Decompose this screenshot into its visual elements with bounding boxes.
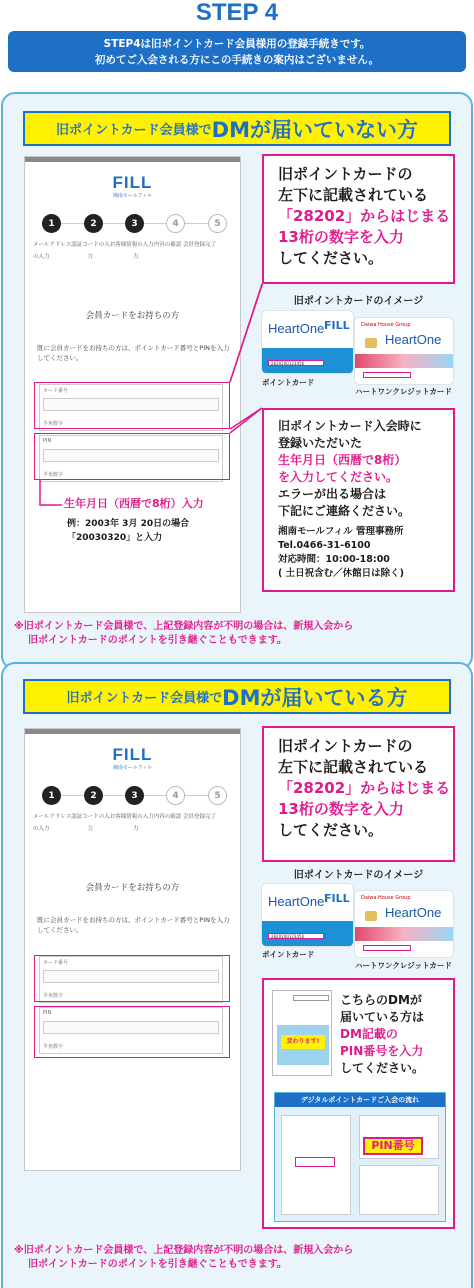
card-image-title: 旧ポイントカードのイメージ: [293, 296, 424, 307]
heading-big: DMが届いていない方: [211, 117, 418, 142]
credit-card-caption: ハートワンクレジットカード: [355, 387, 452, 396]
pin-badge: PIN番号: [363, 1137, 423, 1155]
heading-small: 旧ポイントカード会員様で: [56, 123, 212, 138]
step-2: 2: [84, 214, 103, 233]
pin-field[interactable]: PIN 半角数字: [39, 435, 223, 482]
point-card-caption: ポイントカード: [262, 378, 315, 387]
step-3: 3: [125, 214, 144, 233]
banner-line-1: STEP4は旧ポイントカード会員様用の登録手続きです。: [103, 38, 371, 50]
point-card-image: HeartOne FILL 2820200123456: [262, 884, 353, 946]
credit-card-image: Daiwa House Group HeartOne: [355, 891, 453, 957]
dm-callout-text: こちらのDMが 届いている方は DM記載の PIN番号を入力 してください。: [340, 993, 425, 1075]
card-description: 既に会員カードをお持ちの方は、ポイントカード番号とPINを入力してください。: [37, 916, 230, 934]
point-card-image: HeartOne FILL 2820200123456: [262, 311, 353, 373]
birth-example-2: 「20030320」と入力: [67, 533, 163, 543]
step-4: 4: [166, 214, 185, 233]
fill-logo: FILL 湘南モールフィル: [112, 745, 153, 771]
heading-big: DMが届いている方: [222, 685, 408, 710]
credit-card-image: Daiwa House Group HeartOne: [355, 318, 453, 384]
birth-example-1: 例：2003年 3月 20日の場合: [67, 519, 190, 529]
pin-field[interactable]: PIN 半角数字: [39, 1007, 223, 1054]
credit-card-caption: ハートワンクレジットカード: [355, 961, 452, 970]
progress-step-labels: メールアドレス認証コードの入お客様情報の入力内容の確認 会員登録完了 の入力 力 力: [33, 242, 216, 260]
banner-line-2: 初めてご入会される方にこの手続きの案内はございません。: [94, 54, 380, 66]
step-1: 1: [42, 214, 61, 233]
birth-label: 生年月日（西暦で8桁）入力: [64, 497, 204, 510]
card-heading: 会員カードをお持ちの方: [85, 311, 180, 321]
step-5: 5: [208, 214, 227, 233]
pin-highlight: [34, 1006, 230, 1058]
note-1: ※旧ポイントカード会員様で、上記登録内容が不明の場合は、新規入会から 旧ポイントカードのポイントを引き継ぐこともできます。: [14, 621, 354, 646]
card-image-title: 旧ポイントカードのイメージ: [293, 870, 424, 881]
progress-step-labels: メールアドレス認証コードの入お客様情報の入力内容の確認 会員登録完了 の入力 力 力: [33, 814, 216, 832]
card-number-field[interactable]: カード番号 半角数字: [39, 384, 223, 431]
card-number-highlight: [34, 955, 230, 1002]
dm-flyer-image: デジタルポイントカードご入会の流れ PIN番号: [274, 1092, 446, 1222]
note-2: ※旧ポイントカード会員様で、上記登録内容が不明の場合は、新規入会から 旧ポイントカードのポイントを引き継ぐこともできます。: [14, 1245, 354, 1270]
section-dm-heading: [23, 679, 451, 714]
progress-steps: 1 2 3 4 5: [42, 786, 242, 806]
card-number-callout: 旧ポイントカードの 左下に記載されている 「28202」からはじまる 13桁の数字を入力 してください。: [262, 154, 455, 284]
fill-logo: FILL 湘南モールフィル: [112, 173, 153, 199]
dm-postcard-image: 変わります!: [272, 990, 332, 1076]
step-title: STEP 4: [195, 0, 279, 26]
card-heading: 会員カードをお持ちの方: [85, 883, 180, 893]
dm-callout: [262, 978, 455, 1229]
phone-screen-2: [24, 728, 241, 1171]
card-number-callout-2: 旧ポイントカードの 左下に記載されている 「28202」からはじまる 13桁の数字を入力 してください。: [262, 726, 455, 862]
point-card-caption: ポイントカード: [262, 950, 315, 959]
pin-callout: 旧ポイントカード入会時に 登録いただいた 生年月日（西暦で8桁） を入力してください。 エラーが出る場合は 下記にご連絡ください。 湘南モールフィル 管理事務所 Tel.0466-31-6100 対応時間：10:00-18:00 ( 土日祝含む／休館日は除く): [262, 408, 455, 592]
card-number-field[interactable]: カード番号 半角数字: [39, 956, 223, 1003]
heading-small: 旧ポイントカード会員様で: [66, 691, 223, 706]
card-description: 既に会員カードをお持ちの方は、ポイントカード番号とPINを入力してください。: [37, 344, 230, 362]
